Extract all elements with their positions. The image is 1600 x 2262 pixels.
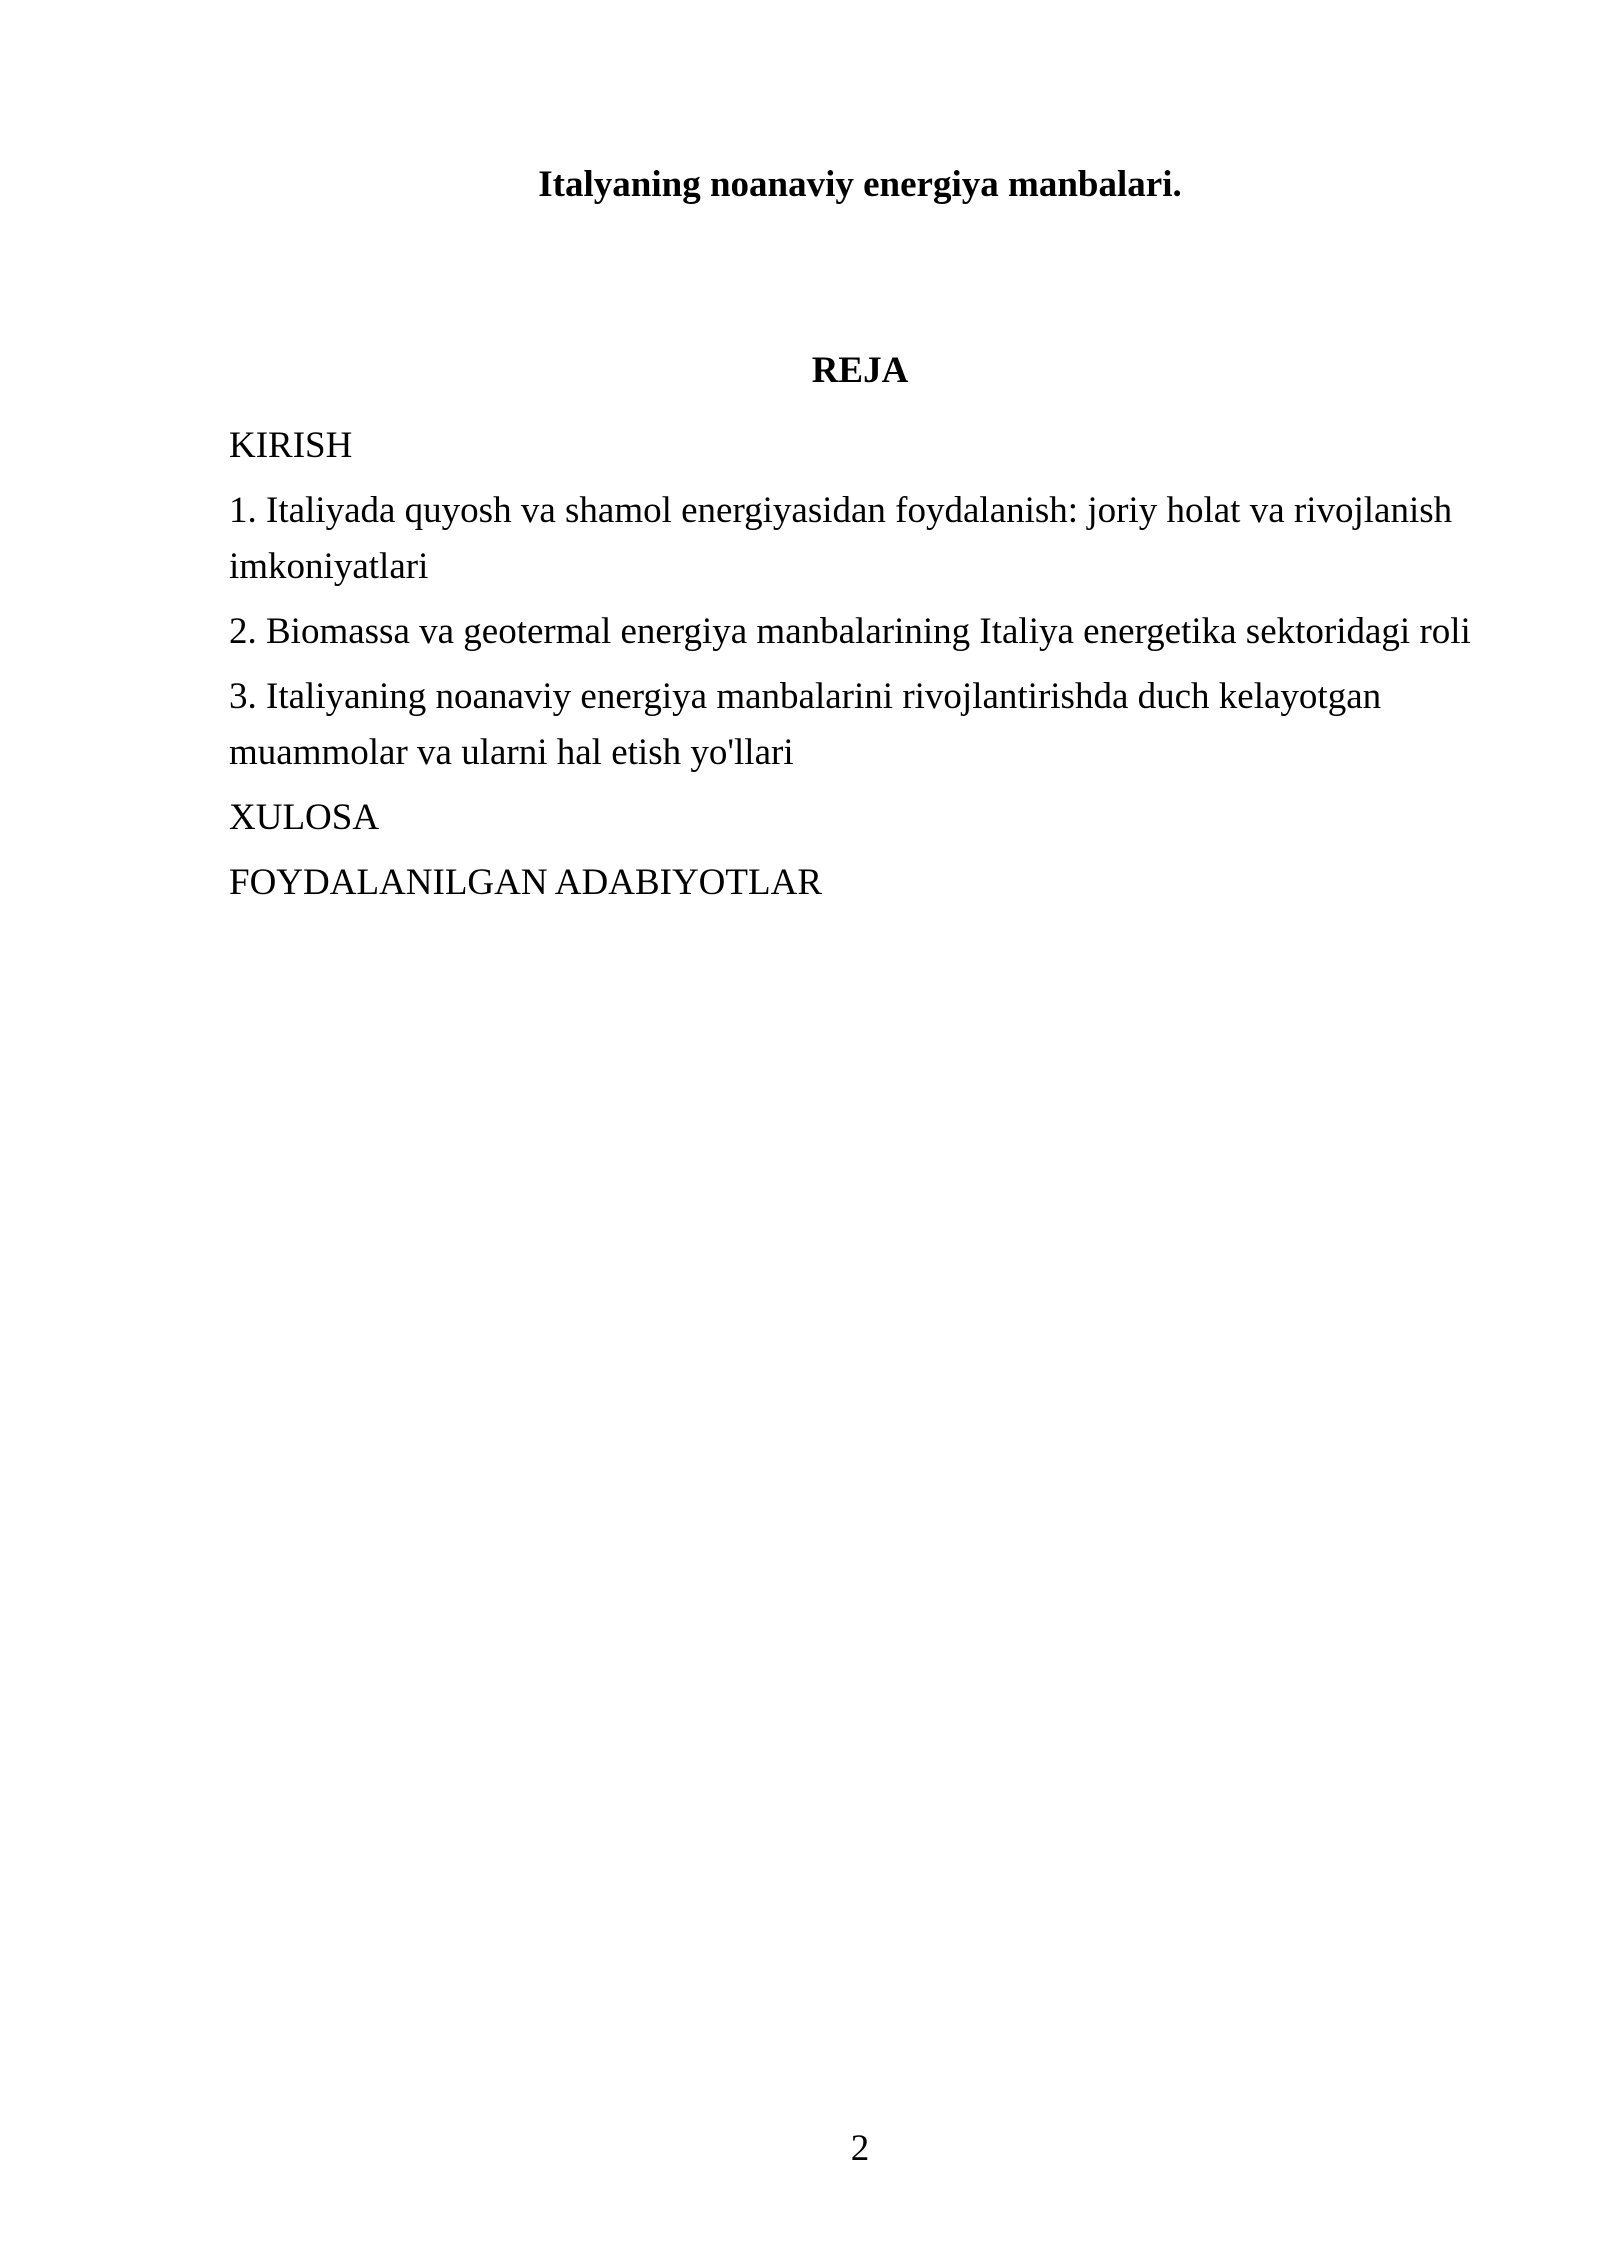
plan-item-1: 1. Italiyada quyosh va shamol energiyasidan foydalanish: joriy holat va rivojlanish imkoniyatlari [229,490,1453,587]
page-number: 2 [850,2128,870,2169]
plan-heading: REJA [811,350,909,391]
plan-item-3: 3. Italiyaning noanaviy energiya manbalarini rivojlantirishda duch kelayotgan muammolar va ularni hal etish yo'llari [229,676,1382,773]
plan-item-introduction: KIRISH [229,425,353,466]
document-title: Italyaning noanaviy energiya manbalari. [538,164,1182,205]
plan-item-2: 2. Biomassa va geotermal energiya manbalarining Italiya energetika sektoridagi roli [229,611,1471,652]
plan-item-conclusion: XULOSA [229,797,380,838]
plan-list [229,418,1489,920]
plan-item-references: FOYDALANILGAN ADABIYOTLAR [229,862,822,903]
